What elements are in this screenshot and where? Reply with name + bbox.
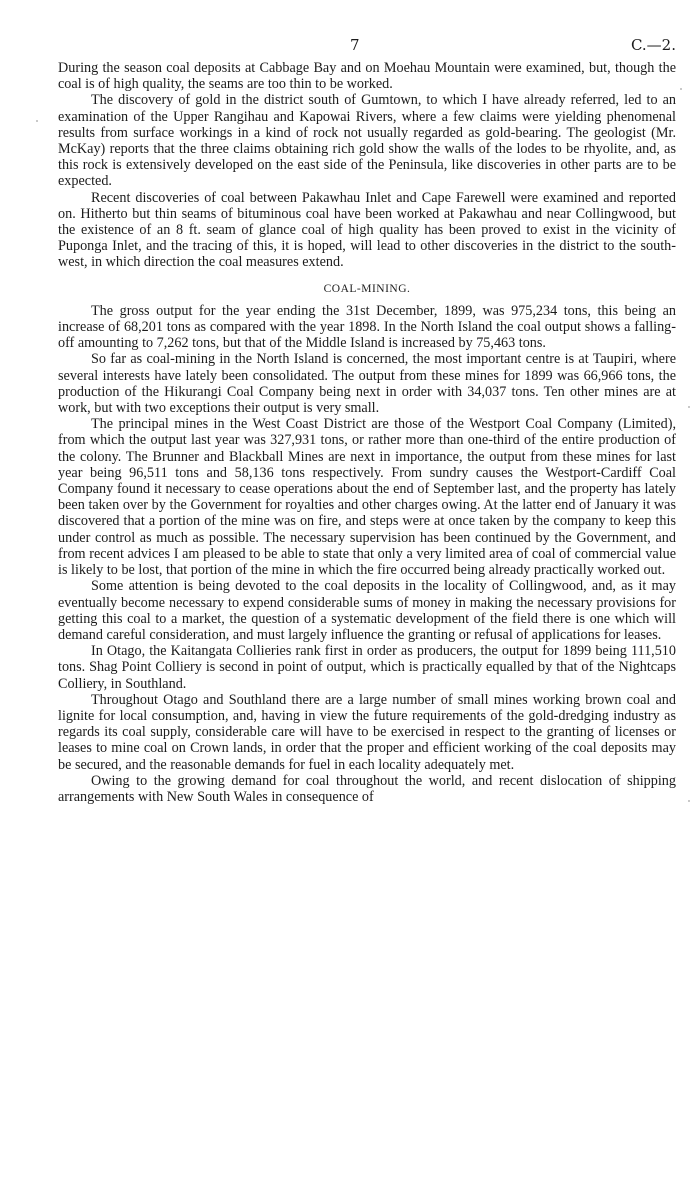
paragraph: So far as coal-mining in the North Island is concerned, the most important centre is at Taupiri, where several interests have lately been consolidated. The output from these mines for 1899 was 66,966 tons, the production of the Hikurangi Coal Company being next in order with 34,037 tons. Ten other mines are at work, but with two exceptions their output is very small.: [58, 351, 676, 417]
paragraph: Throughout Otago and Southland there are a large number of small mines working brown coal and lignite for local consumption, and, having in view the future requirements of the gold-dredging industry as regards its coal supply, considerable care will have to be exercised in respect to the granting of licenses or leases to mine coal on Crown lands, in order that the proper and efficient working of the coal deposits may be secured, and the reasonable demands for fuel in each locality adequately met.: [58, 691, 676, 773]
scan-speck: [688, 406, 690, 408]
scan-speck: [688, 800, 690, 802]
paragraph: During the season coal deposits at Cabbage Bay and on Moehau Mountain were examined, but, though the coal is of high quality, the seams are too thin to be worked.: [58, 60, 676, 93]
intro-section: [58, 60, 676, 271]
paragraph: Owing to the growing demand for coal throughout the world, and recent dislocation of shipping arrangements with New South Wales in consequence of: [58, 772, 676, 805]
section-heading: COAL-MINING.: [323, 282, 411, 295]
scan-speck: [680, 88, 682, 90]
document-page: [58, 36, 676, 1186]
body-text: [58, 60, 676, 805]
paragraph: In Otago, the Kaitangata Collieries rank first in order as producers, the output for 1899 being 111,510 tons. Shag Point Colliery is second in point of output, which is practically equalled by that of the Nightcaps Colliery, in Southland.: [58, 643, 676, 692]
coal-mining-section: [58, 281, 676, 806]
page-number: 7: [350, 36, 360, 54]
paragraph: The gross output for the year ending the 31st December, 1899, was 975,234 tons, this being an increase of 68,201 tons as compared with the year 1898. In the North Island the coal output shows a falling-off amounting to 7,262 tons, but that of the Middle Island is increased by 75,463 tons.: [58, 302, 676, 352]
scan-speck: [36, 120, 38, 122]
document-reference: C.—2.: [630, 36, 676, 54]
page-header: [58, 36, 676, 60]
paragraph: Recent discoveries of coal between Pakawhau Inlet and Cape Farewell were examined and reported on. Hitherto but thin seams of bituminous coal have been worked at Pakawhau and near Collingwood, but the existence of an 8 ft. seam of glance coal of high quality has been proved to exist in the vicinity of Puponga Inlet, and the tracing of this, it is hoped, will lead to other discoveries in the district to the south-west, in which direction the coal measures extend.: [58, 189, 676, 271]
paragraph: Some attention is being devoted to the coal deposits in the locality of Collingwood, and, as it may eventually become necessary to expend considerable sums of money in making the necessary provisions for getting this coal to a market, the question of a systematic development of the field there is one which will demand careful consideration, and must largely influence the granting or refusal of applications for leases.: [58, 578, 676, 643]
paragraph: The discovery of gold in the district south of Gumtown, to which I have already referred, led to an examination of the Upper Rangihau and Kapowai Rivers, where a few claims were yielding phenomenal results from surface workings in a kind of rock not usually regarded as gold-bearing. The geologist (Mr. McKay) reports that the three claims obtaining rich gold show the walls of the lodes to be rhyolite, and, as this rock is extensively developed on the east side of the Peninsula, like discoveries in other parts are to be expected.: [58, 92, 676, 190]
paragraph: The principal mines in the West Coast District are those of the Westport Coal Company (Limited), from which the output last year was 327,931 tons, or rather more than one-third of the entire production of the colony. The Brunner and Blackball Mines are next in importance, the output from these mines for last year being 96,511 tons and 58,136 tons respectively. From sundry causes the Westport-Cardiff Coal Company found it necessary to cease operations about the end of September last, and the property has lately been taken over by the Government for royalties and other charges owing. At the latter end of January it was discovered that a portion of the mine was on fire, and steps were at once taken by the company to keep this under control as much as possible. The necessary supervision has been continued by the Government, and from recent advices I am pleased to be able to state that only a very limited area of coal of commercial value is likely to be lost, that portion of the mine in which the fire occurred being already practically worked out.: [58, 416, 676, 579]
